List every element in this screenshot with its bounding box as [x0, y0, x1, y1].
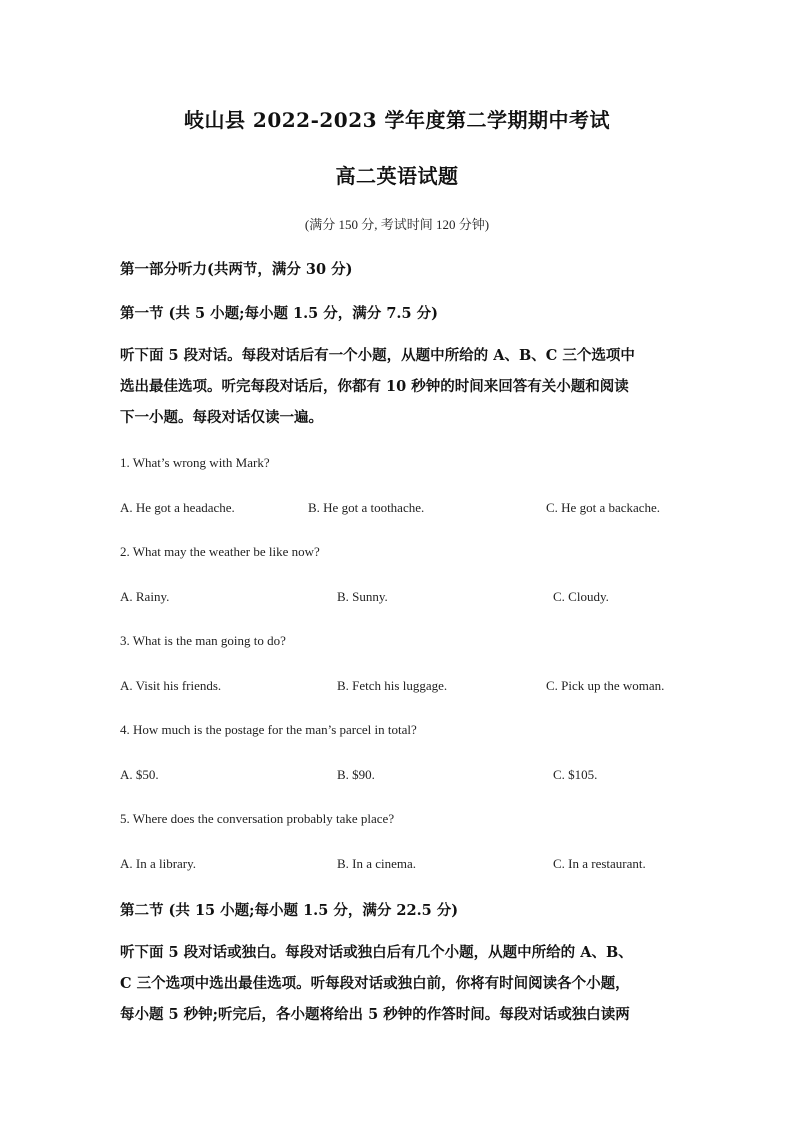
question-stem: 2. What may the weather be like now? — [120, 544, 320, 559]
option-b: B. Fetch his luggage. — [337, 678, 448, 693]
option-a: A. $50. — [120, 767, 159, 782]
option-a: A. Rainy. — [120, 589, 170, 604]
section2-instructions — [120, 937, 676, 1030]
option-c: C. $105. — [553, 767, 598, 782]
option-c: C. Pick up the woman. — [546, 678, 665, 693]
question-stem: 4. How much is the postage for the man’s parcel in total? — [120, 722, 417, 737]
part1-heading: 第一部分听力(共两节，满分 30 分) — [120, 261, 353, 278]
option-c: C. He got a backache. — [546, 500, 661, 515]
section1-heading: 第一节 (共 5 小题;每小题 1.5 分，满分 7.5 分) — [120, 305, 438, 322]
option-b: B. In a cinema. — [337, 856, 417, 871]
exam-title: 岐山县 2022-2023 学年度第二学期期中考试 — [183, 108, 611, 132]
instruction-line: 听下面 5 段对话。每段对话后有一个小题，从题中所给的 A、B、C 三个选项中 — [120, 347, 635, 364]
instruction-line: 每小题 5 秒钟;听完后，各小题将给出 5 秒钟的作答时间。每段对话或独白读两 — [120, 1006, 630, 1023]
option-c: C. In a restaurant. — [553, 856, 646, 871]
instruction-line: 听下面 5 段对话或独白。每段对话或独白后有几个小题，从题中所给的 A、B、 — [120, 944, 633, 961]
instruction-line: C 三个选项中选出最佳选项。听每段对话或独白前，你将有时间阅读各个小题， — [120, 975, 630, 992]
option-b: B. Sunny. — [337, 589, 388, 604]
instruction-line: 选出最佳选项。听完每段对话后，你都有 10 秒钟的时间来回答有关小题和阅读 — [120, 378, 629, 395]
section1-instructions — [120, 340, 676, 433]
question-stem: 1. What’s wrong with Mark? — [120, 455, 270, 470]
option-a: A. He got a headache. — [120, 500, 235, 515]
exam-subtitle: 高二英语试题 — [335, 164, 459, 188]
instruction-line: 下一小题。每段对话仅读一遍。 — [120, 409, 323, 426]
option-c: C. Cloudy. — [553, 589, 609, 604]
question-stem: 3. What is the man going to do? — [120, 633, 286, 648]
question-stem: 5. Where does the conversation probably take place? — [120, 811, 395, 826]
option-a: A. Visit his friends. — [120, 678, 222, 693]
exam-note: (满分 150 分, 考试时间 120 分钟) — [304, 217, 490, 232]
option-a: A. In a library. — [120, 856, 197, 871]
option-b: B. He got a toothache. — [308, 500, 425, 515]
section2-heading: 第二节 (共 15 小题;每小题 1.5 分，满分 22.5 分) — [120, 902, 459, 919]
option-b: B. $90. — [337, 767, 375, 782]
